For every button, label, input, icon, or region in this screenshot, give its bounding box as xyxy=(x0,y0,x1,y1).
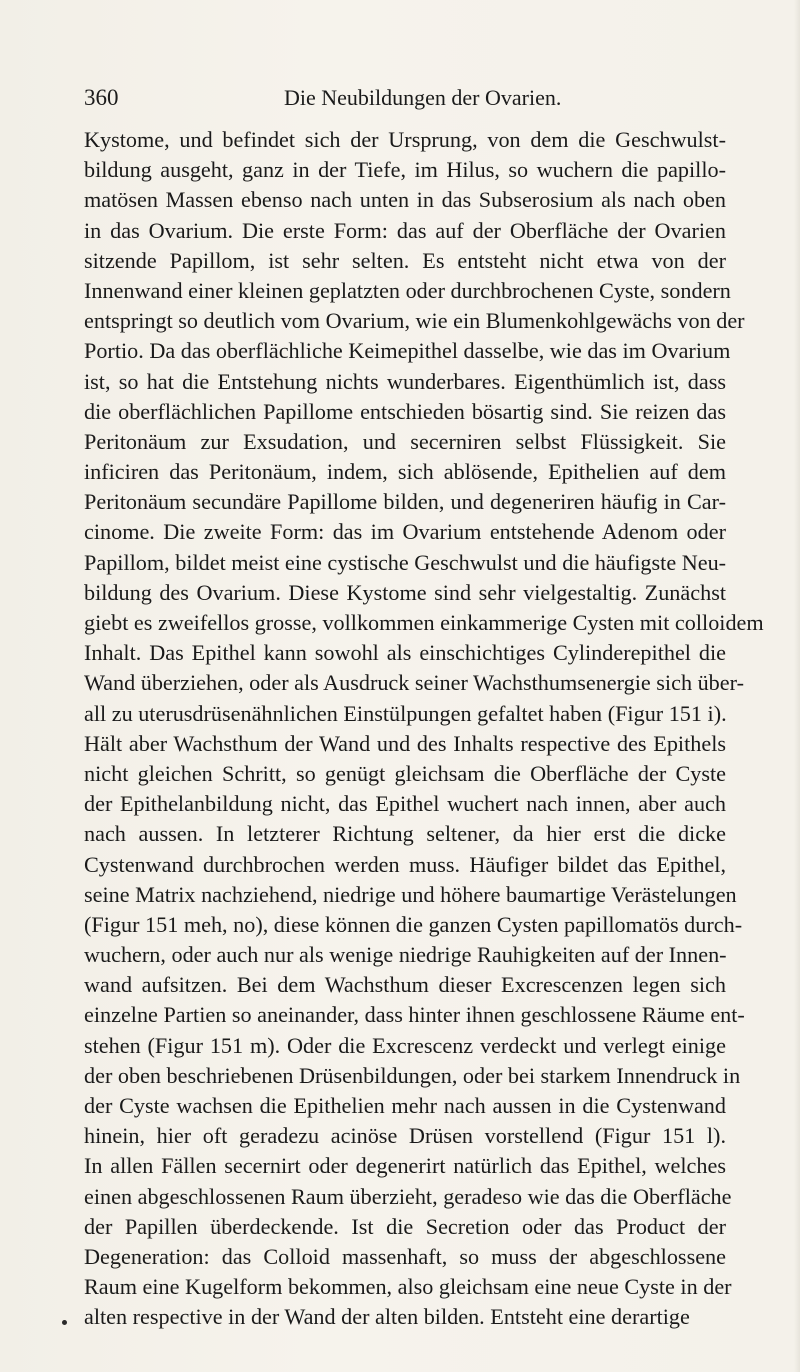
text-line: all zu uterusdrüsenähnlichen Einstülpungen gefaltet haben (Figur 151 i). xyxy=(84,700,727,726)
text-line: der Cyste wachsen die Epithelien mehr nach aussen in die Cystenwand xyxy=(84,1093,726,1118)
text-line: In allen Fällen secernirt oder degenerirt natürlich das Epithel, welches xyxy=(84,1153,726,1179)
text-line: Papillom, bildet meist eine cystische Geschwulst und die häufigste Neu- xyxy=(84,549,727,575)
text-line: cinome. Die zweite Form: das im Ovarium entstehende Adenom oder xyxy=(84,519,726,545)
text-line: Innenwand einer kleinen geplatzten oder durchbrochenen Cyste, sondern xyxy=(84,277,731,303)
text-line: bildung des Ovarium. Diese Kystome sind sehr vielgestaltig. Zunächst xyxy=(84,579,726,605)
text-line: alten respective in der Wand der alten bilden. Entsteht eine derartige xyxy=(84,1304,690,1330)
text-line: ist, so hat die Entstehung nichts wunderbares. Eigenthümlich ist, dass xyxy=(84,368,726,394)
text-line: der oben beschriebenen Drüsenbildungen, oder bei starkem Innendruck in xyxy=(84,1062,741,1088)
text-line: Inhalt. Das Epithel kann sowohl als einschichtiges Cylinderepithel die xyxy=(84,640,726,666)
text-line: nicht gleichen Schritt, so genügt gleichsam die Oberfläche der Cyste xyxy=(84,760,726,786)
page-header xyxy=(84,84,724,114)
text-line: giebt es zweifellos grosse, vollkommen einkammerige Cysten mit colloidem xyxy=(84,610,764,635)
text-line: der Papillen überdeckende. Ist die Secretion oder das Product der xyxy=(84,1213,726,1239)
text-line: einen abgeschlossenen Raum überzieht, geradeso wie das die Oberfläche xyxy=(84,1183,732,1209)
text-line: die oberflächlichen Papillome entschieden bösartig sind. Sie reizen das xyxy=(84,398,726,424)
text-line: bildung ausgeht, ganz in der Tiefe, im Hilus, so wuchern die papillo- xyxy=(84,157,726,183)
text-line: stehen (Figur 151 m). Oder die Excrescenz verdeckt und verlegt einige xyxy=(84,1032,726,1058)
text-line: seine Matrix nachziehend, niedrige und höhere baumartige Verästelungen xyxy=(84,881,737,907)
running-title: Die Neubildungen der Ovarien. xyxy=(284,85,562,110)
text-line: Degeneration: das Colloid massenhaft, so muss der abgeschlossene xyxy=(84,1243,726,1269)
text-line: in das Ovarium. Die erste Form: das auf der Oberfläche der Ovarien xyxy=(84,217,726,243)
text-line: sitzende Papillom, ist sehr selten. Es entsteht nicht etwa von der xyxy=(84,247,726,273)
text-line: hinein, hier oft geradezu acinöse Drüsen vorstellend (Figur 151 l). xyxy=(84,1123,726,1149)
text-line: einzelne Partien so aneinander, dass hinter ihnen geschlossene Räume ent- xyxy=(84,1002,745,1028)
text-line: Kystome, und befindet sich der Ursprung, von dem die Geschwulst- xyxy=(84,127,726,152)
text-line: der Epithelanbildung nicht, das Epithel wuchert nach innen, aber auch xyxy=(84,791,726,817)
text-line: inficiren das Peritonäum, indem, sich ablösende, Epithelien auf dem xyxy=(84,459,726,485)
text-line: Raum eine Kugelform bekommen, also gleichsam eine neue Cyste in der xyxy=(84,1274,732,1300)
text-line: Wand überziehen, oder als Ausdruck seiner Wachsthumsenergie sich über- xyxy=(84,670,744,696)
text-line: Portio. Da das oberflächliche Keimepithel dasselbe, wie das im Ovarium xyxy=(84,338,731,364)
text-line: wuchern, oder auch nur als wenige niedrige Rauhigkeiten auf der Innen- xyxy=(84,942,727,968)
ink-speck xyxy=(62,1320,67,1325)
text-line: Cystenwand durchbrochen werden muss. Häufiger bildet das Epithel, xyxy=(84,851,726,877)
text-line: (Figur 151 meh, no), diese können die ganzen Cysten papillomatös durch- xyxy=(84,911,743,937)
page-edge-shadow xyxy=(794,0,800,1372)
text-line: Peritonäum zur Exsudation, und secerniren selbst Flüssigkeit. Sie xyxy=(84,428,726,454)
body-text xyxy=(84,125,764,1333)
text-line: nach aussen. In letzterer Richtung seltener, da hier erst die dicke xyxy=(84,821,726,847)
text-line: Peritonäum secundäre Papillome bilden, und degeneriren häufig in Car- xyxy=(84,489,726,515)
text-line: Hält aber Wachsthum der Wand und des Inhalts respective des Epithels xyxy=(84,730,726,756)
text-line: entspringt so deutlich vom Ovarium, wie ein Blumenkohlgewächs von der xyxy=(84,308,745,334)
text-line: wand aufsitzen. Bei dem Wachsthum dieser Excrescenzen legen sich xyxy=(84,972,726,998)
page-number: 360 xyxy=(84,85,119,110)
text-line: matösen Massen ebenso nach unten in das Subserosium als nach oben xyxy=(84,187,726,213)
